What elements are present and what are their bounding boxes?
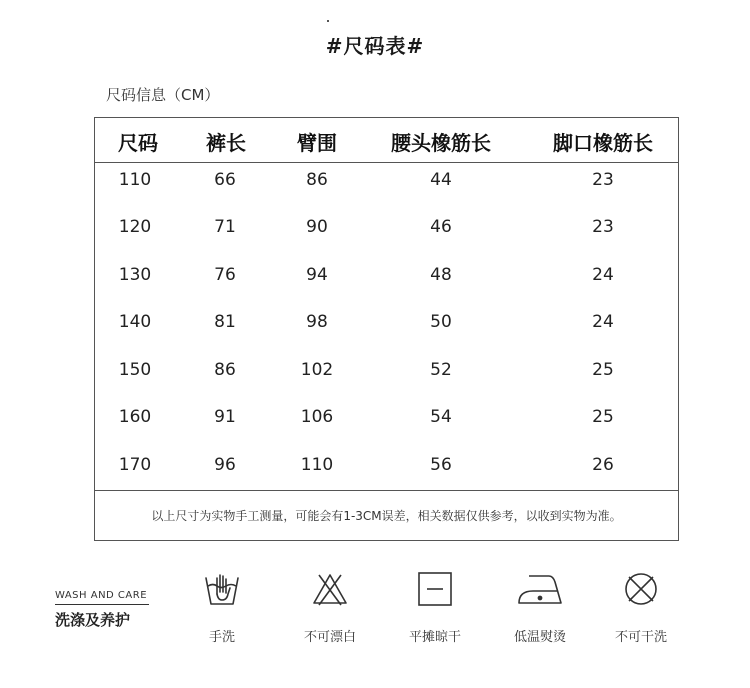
no-dry-clean-icon (619, 570, 663, 608)
care-label: 平摊晾干 (408, 630, 461, 645)
table-header (95, 118, 678, 163)
cell-waist-elastic: 48 (430, 265, 452, 285)
care-label: 不可干洗 (614, 630, 667, 645)
no-bleach-icon (308, 570, 352, 608)
measurement-note: 以上尺寸为实物手工测量，可能会有1-3CM误差，相关数据仅供参考，以收到实物为准。 (151, 509, 622, 523)
table-row (95, 407, 678, 431)
cell-arm-circumference: 102 (300, 360, 334, 380)
cell-arm-circumference: 94 (306, 265, 328, 285)
cell-size: 170 (118, 455, 152, 475)
cell-arm-circumference: 90 (306, 217, 328, 237)
cell-size: 150 (118, 360, 152, 380)
care-item-no-dry-clean (591, 570, 691, 645)
cell-pants-length: 76 (214, 265, 236, 285)
table-row (95, 455, 678, 479)
cell-pants-length: 71 (214, 217, 236, 237)
cell-size: 130 (118, 265, 152, 285)
size-table (94, 117, 679, 541)
header-waist-elastic-length: 腰头橡筋长 (391, 131, 491, 155)
cell-cuff-elastic: 23 (592, 217, 614, 237)
table-row (95, 170, 678, 194)
cell-waist-elastic: 52 (430, 360, 452, 380)
cell-pants-length: 81 (214, 312, 236, 332)
cell-arm-circumference: 110 (300, 455, 334, 475)
table-row (95, 217, 678, 241)
care-item-hand-wash (172, 570, 272, 645)
care-label: 不可漂白 (303, 630, 356, 645)
table-row (95, 312, 678, 336)
care-heading-cn: 洗涤及养护 (55, 611, 131, 629)
cell-cuff-elastic: 23 (592, 170, 614, 190)
header-arm-circumference: 臂围 (297, 131, 337, 155)
header-pants-length: 裤长 (206, 131, 246, 155)
low-iron-icon (515, 570, 565, 608)
table-row (95, 360, 678, 384)
care-heading (55, 590, 149, 630)
cell-size: 140 (118, 312, 152, 332)
cell-cuff-elastic: 25 (592, 360, 614, 380)
size-info-label: 尺码信息（CM） (106, 86, 220, 104)
note-divider (95, 490, 678, 491)
cell-cuff-elastic: 25 (592, 407, 614, 427)
dry-flat-icon (413, 570, 457, 608)
cell-pants-length: 96 (214, 455, 236, 475)
cell-size: 160 (118, 407, 152, 427)
cell-pants-length: 86 (214, 360, 236, 380)
page-title: #尺码表# (325, 34, 425, 58)
cell-cuff-elastic: 26 (592, 455, 614, 475)
care-item-low-iron (490, 570, 590, 645)
cell-size: 120 (118, 217, 152, 237)
header-size: 尺码 (118, 131, 158, 155)
cell-waist-elastic: 50 (430, 312, 452, 332)
table-row (95, 265, 678, 289)
cell-waist-elastic: 56 (430, 455, 452, 475)
decorative-dot (327, 20, 329, 22)
cell-cuff-elastic: 24 (592, 265, 614, 285)
care-item-no-bleach (280, 570, 380, 645)
cell-arm-circumference: 98 (306, 312, 328, 332)
cell-cuff-elastic: 24 (592, 312, 614, 332)
cell-pants-length: 66 (214, 170, 236, 190)
cell-waist-elastic: 46 (430, 217, 452, 237)
care-label: 手洗 (208, 630, 235, 645)
cell-waist-elastic: 44 (430, 170, 452, 190)
cell-arm-circumference: 86 (306, 170, 328, 190)
cell-size: 110 (118, 170, 152, 190)
cell-pants-length: 91 (214, 407, 236, 427)
care-heading-en: WASH AND CARE (55, 590, 149, 605)
hand-wash-icon (200, 570, 244, 608)
care-item-dry-flat (385, 570, 485, 645)
header-cuff-elastic-length: 脚口橡筋长 (553, 131, 653, 155)
cell-waist-elastic: 54 (430, 407, 452, 427)
care-label: 低温熨烫 (513, 630, 566, 645)
cell-arm-circumference: 106 (300, 407, 334, 427)
